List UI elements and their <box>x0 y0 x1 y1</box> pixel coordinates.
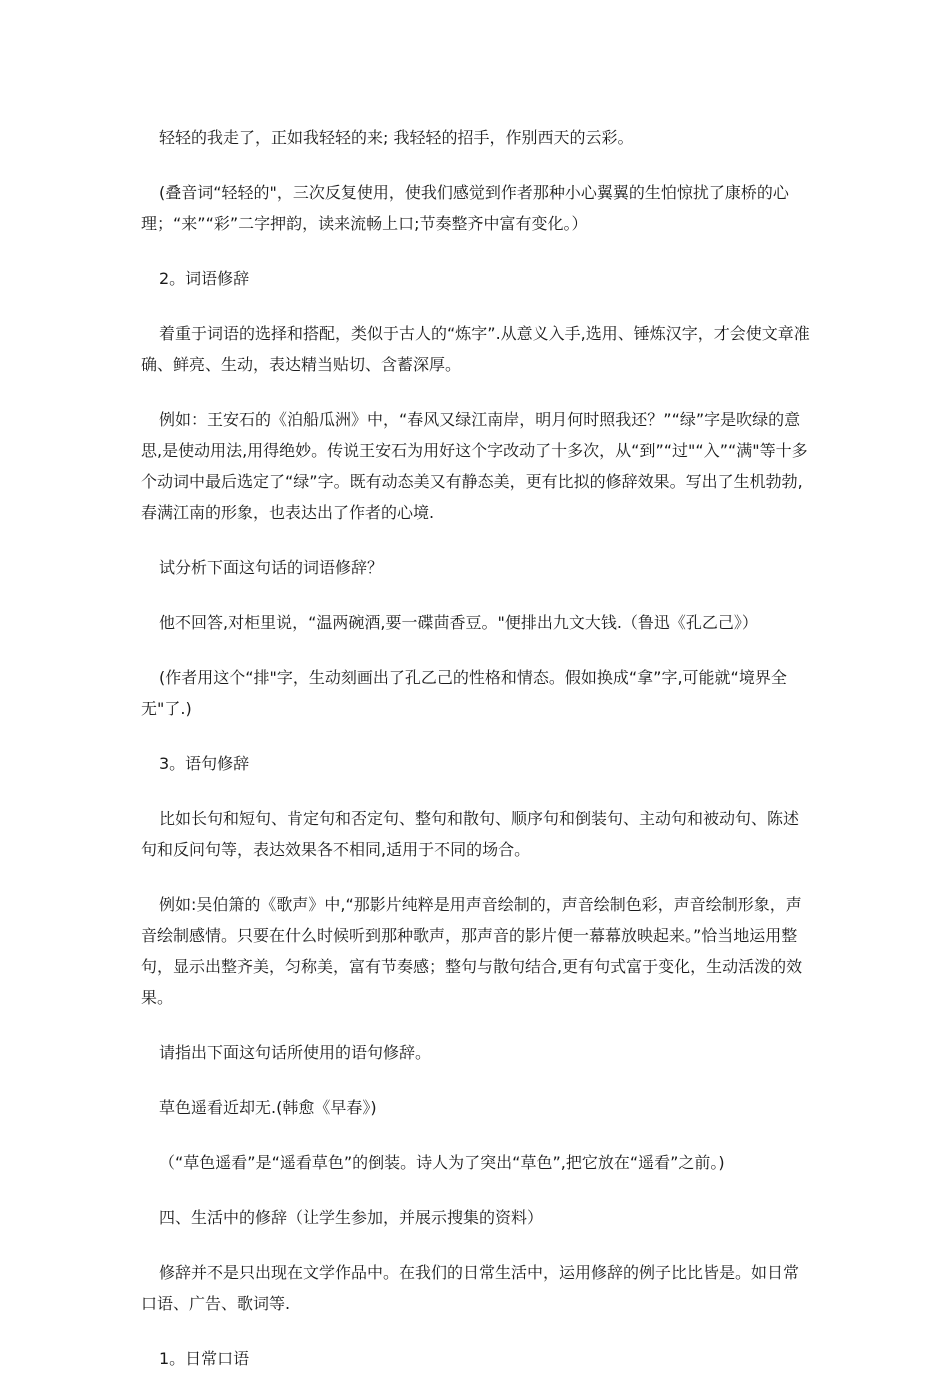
sentence-rhetoric-definition: 比如长句和短句、肯定句和否定句、整句和散句、顺序句和倒装句、主动句和被动句、陈述句和反问句等，表达效果各不相同,适用于不同的场合。 <box>141 809 800 859</box>
poem-analysis: (叠音词“轻轻的"，三次反复使用，使我们感觉到作者那种小心翼翼的生怕惊扰了康桥的心理；“来”“彩”二字押韵，读来流畅上口;节奏整齐中富有变化。） <box>141 183 789 233</box>
word-rhetoric-exercise-text: 他不回答,对柜里说，“温两碗酒,要一碟茴香豆。"便排出九文大钱.（鲁迅《孔乙己》） <box>159 613 758 632</box>
word-rhetoric-exercise-answer: (作者用这个“排"字，生动刻画出了孔乙己的性格和情态。假如换成“拿”字,可能就“境界全无"了.) <box>141 668 787 718</box>
word-rhetoric-example: 例如：王安石的《泊船瓜洲》中，“春风又绿江南岸，明月何时照我还？”“绿”字是吹绿的意思,是使动用法,用得绝妙。传说王安石为用好这个字改动了十多次，从“到”“过"“入”“满"等十多个动词中最后选定了“绿”字。既有动态美又有静态美，更有比拟的修辞效果。写出了生机勃勃,春满江南的形象，也表达出了作者的心境. <box>141 410 808 522</box>
section-heading-sentence-rhetoric: 3。语句修辞 <box>159 754 250 773</box>
word-rhetoric-definition: 着重于词语的选择和搭配，类似于古人的“炼字”.从意义入手,选用、锤炼汉字，才会使文章准确、鲜亮、生动，表达精当贴切、含蓄深厚。 <box>141 324 810 374</box>
section-heading-daily-life: 四、生活中的修辞（让学生参加，并展示搜集的资料） <box>159 1208 544 1227</box>
sentence-rhetoric-example: 例如:吴伯箫的《歌声》中,“那影片纯粹是用声音绘制的，声音绘制色彩，声音绘制形象，声音绘制感情。只要在什么时候听到那种歌声，那声音的影片便一幕幕放映起来。”恰当地运用整句，显示出整齐美，匀称美，富有节奏感；整句与散句结合,更有句式富于变化，生动活泼的效果。 <box>141 895 803 1007</box>
subsection-heading-spoken-language: 1。日常口语 <box>159 1349 250 1368</box>
sentence-rhetoric-exercise-text: 草色遥看近却无.(韩愈《早春》) <box>159 1098 377 1117</box>
poem-quote: 轻轻的我走了，正如我轻轻的来; 我轻轻的招手，作别西天的云彩。 <box>159 128 634 147</box>
document-body <box>141 122 813 1398</box>
daily-life-intro: 修辞并不是只出现在文学作品中。在我们的日常生活中，运用修辞的例子比比皆是。如日常口语、广告、歌词等. <box>141 1263 800 1313</box>
section-heading-word-rhetoric: 2。词语修辞 <box>159 269 250 288</box>
sentence-rhetoric-exercise-answer: （“草色遥看”是“遥看草色”的倒装。诗人为了突出“草色”,把它放在“遥看”之前。) <box>159 1153 725 1172</box>
sentence-rhetoric-exercise-prompt: 请指出下面这句话所使用的语句修辞。 <box>159 1043 432 1062</box>
word-rhetoric-exercise-prompt: 试分析下面这句话的词语修辞？ <box>159 558 384 577</box>
